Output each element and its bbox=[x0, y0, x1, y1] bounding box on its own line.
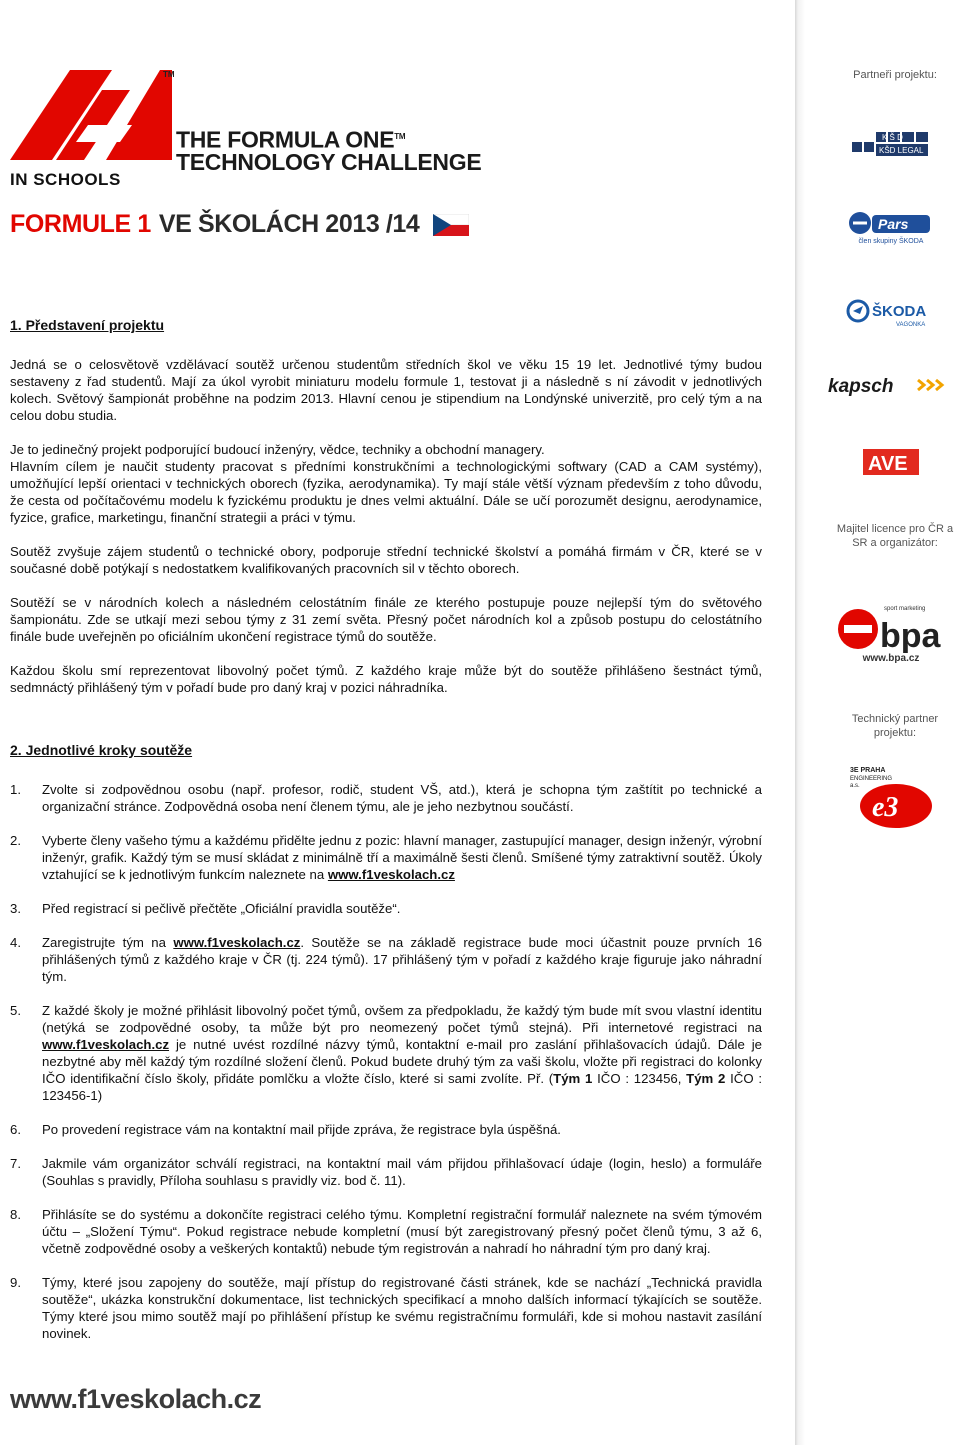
svg-text:AVE: AVE bbox=[868, 453, 908, 475]
challenge-title bbox=[176, 126, 481, 173]
svg-text:3E PRAHA: 3E PRAHA bbox=[850, 767, 886, 774]
svg-text:Pars: Pars bbox=[878, 216, 909, 232]
pars-logo bbox=[826, 206, 956, 248]
list-item: 4. Zaregistrujte tým na www.f1veskolach.cz. Soutěže se na základě registrace bude moci účastnit pouze prvních 16 přihlášených týmů z každého kraje v ČR (tj. 224 týmů). 17 přihlášený tým v pořadí z každého kraje figuruje jako náhradní tým. bbox=[10, 935, 762, 984]
svg-text:K Š D: K Š D bbox=[882, 133, 903, 142]
svg-text:VAGONKA: VAGONKA bbox=[896, 322, 926, 328]
pars-sub: člen skupiny ŠKODA bbox=[858, 238, 924, 245]
tm-mark: TM bbox=[163, 70, 175, 79]
f1-in-schools-logo bbox=[10, 70, 490, 190]
footer-url[interactable]: www.f1veskolach.cz bbox=[10, 1384, 262, 1414]
content bbox=[10, 316, 762, 1359]
tech-title: Technický partner projektu: bbox=[851, 713, 939, 739]
paragraph: Soutěží se v národních kolech a následném celostátním finále ze kterého postupuje pouze nejlepší tým do světového šampionátu. Zde se utkají mezi sebou týmy z 31 zemí světa. Přesný počet národních kol a způsob postupu do celostátního finále bude uveřejněn po oficiálním ukončení registrace týmů do soutěže. bbox=[10, 595, 762, 644]
partners-title: Partneři projektu: bbox=[853, 69, 937, 81]
section-2-title: 2. Jednotlivé kroky soutěže bbox=[10, 742, 193, 758]
ave-logo bbox=[826, 446, 956, 478]
paragraph: Každou školu smí reprezentovat libovolný počet týmů. Z každého kraje může být do soutěže přihlášeno šestnáct týmů, sedmnáctý přihlášený tým v pořadí bude pro daný kraj v pozici náhradníka. bbox=[10, 663, 762, 695]
ksd-legal-label: KŠD LEGAL bbox=[879, 146, 924, 155]
svg-text:ENGINEERING: ENGINEERING bbox=[850, 776, 893, 782]
licence-title: Majitel licence pro ČR a SR a organizátor: bbox=[836, 523, 954, 549]
bpa-url: www.bpa.cz bbox=[862, 652, 920, 664]
challenge-line-2: TECHNOLOGY CHALLENGE bbox=[176, 148, 482, 175]
challenge-tm: TM bbox=[394, 132, 406, 141]
f1veskolach-link[interactable]: www.f1veskolach.cz bbox=[42, 1037, 170, 1052]
list-item: 7. Jakmile vám organizátor schválí registraci, na kontaktní mail vám přijdou přihlašovací údaje (login, heslo) a formuláře (Souhlas s pravidly, Příloha souhlasu s pravidly viz. bod č. 11). bbox=[10, 1156, 762, 1188]
paragraph: Soutěž zvyšuje zájem studentů o technické obory, podporuje střední technické školství a pomáhá firmám v ČR, které se v současné době potýkají s nedostatkem kvalifikovaných pracovních sil v těchto oborech. bbox=[10, 544, 762, 576]
in-schools-text: IN SCHOOLS bbox=[10, 170, 121, 189]
list-item: 5. Z každé školy je možné přihlásit libovolný počet týmů, ovšem za předpokladu, že každý tým bude mít svou vlastní identitu (netýká se zodpovědné osoby, ta může být pro neomezený počet týmů stejná). Při internetové registraci na www.f1veskolach.cz je nutné uvést rozdílné názvy týmů, kontaktní e-mail pro zaslání přihlašovacích údajů. Dále je nezbytné aby měl každý tým rozdílné složení členů. Pokud budete druhý tým za vaši školu, vložte při registraci do kolonky IČO identifikační číslo školy, přidáte pomlčku a vložte číslo, které si sami zvolíte. Př. (Tým 1 IČO : 123456, Tým 2 IČO : 123456-1) bbox=[10, 1003, 763, 1103]
f1veskolach-link[interactable]: www.f1veskolach.cz bbox=[173, 935, 301, 950]
paragraph: Je to jedinečný projekt podporující budoucí inženýry, vědce, techniky a obchodní managery. bbox=[10, 442, 545, 457]
steps-list bbox=[10, 781, 762, 1342]
headline bbox=[10, 210, 469, 239]
list-item: 1. Zvolte si zodpovědnou osobu (např. profesor, rodič, student VŠ, atd.), která je schopna tým zaštítit po technické a organizační stránce. Zodpovědná osoba není členem týmu, ale je jeho nezbytnou součástí. bbox=[10, 782, 762, 814]
f1veskolach-link[interactable]: www.f1veskolach.cz bbox=[327, 867, 455, 882]
ksd-legal-logo bbox=[826, 126, 956, 166]
list-item: 3. Před registrací si pečlivě přečtěte „Oficiální pravidla soutěže“. bbox=[10, 901, 401, 916]
svg-text:bpa: bpa bbox=[880, 616, 941, 653]
section-1-title: 1. Představení projektu bbox=[10, 317, 165, 333]
list-item: 8. Přihlásíte se do systému a dokončíte registraci celého týmu. Kompletní registrační formulář naleznete na svém týmovém účtu – „Složení Týmu“. Pokud registrace nebude kompletní (musí být zaregistrovaný přesný počet členů týmu, 3 až 6, včetně zodpovědné osoby a veškerých kontaktů) nebude tým registrován a nahradí ho náhradní tým pro daný kraj. bbox=[10, 1207, 762, 1256]
list-item: 2. Vyberte členy vašeho týmu a každému přidělte jednu z pozic: hlavní manager, zastupující manager, design inženýr, výrobní inženýr, grafik. Každý tým se musí skládat z minimálně tří a maximálně šesti členů. Smíšené týmy zatraktivní soutěž. Úkoly vztahující se k jednotlivým funkcím naleznete na www.f1veskolach.cz bbox=[10, 833, 762, 882]
svg-text:ŠKODA: ŠKODA bbox=[872, 303, 927, 320]
3e-praha-logo bbox=[826, 758, 956, 834]
challenge-line-1: THE FORMULA ONE bbox=[176, 126, 395, 153]
paragraph: Jedná se o celosvětově vzdělávací soutěž určenou studentům středních škol ve věku 15 19 let. Jednotlivé týmy budou sestaveny z řad studentů. Mají za úkol vyrobit miniaturu modelu formule 1, testovat ji a následně s ní závodit v jednotlivých kolech. Světový šampionát proběhne na podzim 2013. Hlavní cenou je stipendium na Londýnské univerzitě, pro celý tým a na celou dobu studia. bbox=[10, 357, 762, 423]
headline-red: FORMULE 1 bbox=[10, 210, 151, 238]
list-item: 9. Týmy, které jsou zapojeny do soutěže, mají přístup do registrované části stránek, kde se nachází „Technická pravidla soutěže“, ukázka konstrukční dokumentace, list technických specifikací a mnoho dalších informací týkajících se soutěže. Týmy které jsou mimo soutěž mají po přihlášení přístup ke svému registračnímu formuláři, kde si mohou nastavit zasílání novinek. bbox=[10, 1275, 762, 1341]
list-item: 6. Po provedení registrace vám na kontaktní mail přijde zpráva, že registrace byla úspěšná. bbox=[10, 1122, 561, 1137]
czech-flag-icon bbox=[433, 214, 469, 236]
bpa-logo bbox=[826, 594, 956, 670]
skoda-logo bbox=[826, 296, 956, 330]
svg-text:sport marketing: sport marketing bbox=[884, 605, 926, 612]
headline-rest: VE ŠKOLÁCH 2013 /14 bbox=[158, 210, 420, 238]
kapsch-logo bbox=[826, 370, 956, 400]
svg-text:kapsch: kapsch bbox=[828, 376, 894, 397]
svg-text:e3: e3 bbox=[872, 792, 899, 823]
paragraph: Hlavním cílem je naučit studenty pracovat s předními konstrukčními a technologickými softwary (CAD a CAM systémy), umožňující lepší orientaci v technických oborech (fyzika, aerodynamika). Ty mají stále větší význam především z toho důvodu, že cesta od počítačovému modelu k fyzickému produktu je dnes velmi aktuální. Dále se učí porozumět designu, aerodynamice, fyzice, grafice, marketingu, finanční strategii a práci v týmu. bbox=[10, 459, 762, 525]
svg-text:a.s.: a.s. bbox=[850, 783, 860, 789]
